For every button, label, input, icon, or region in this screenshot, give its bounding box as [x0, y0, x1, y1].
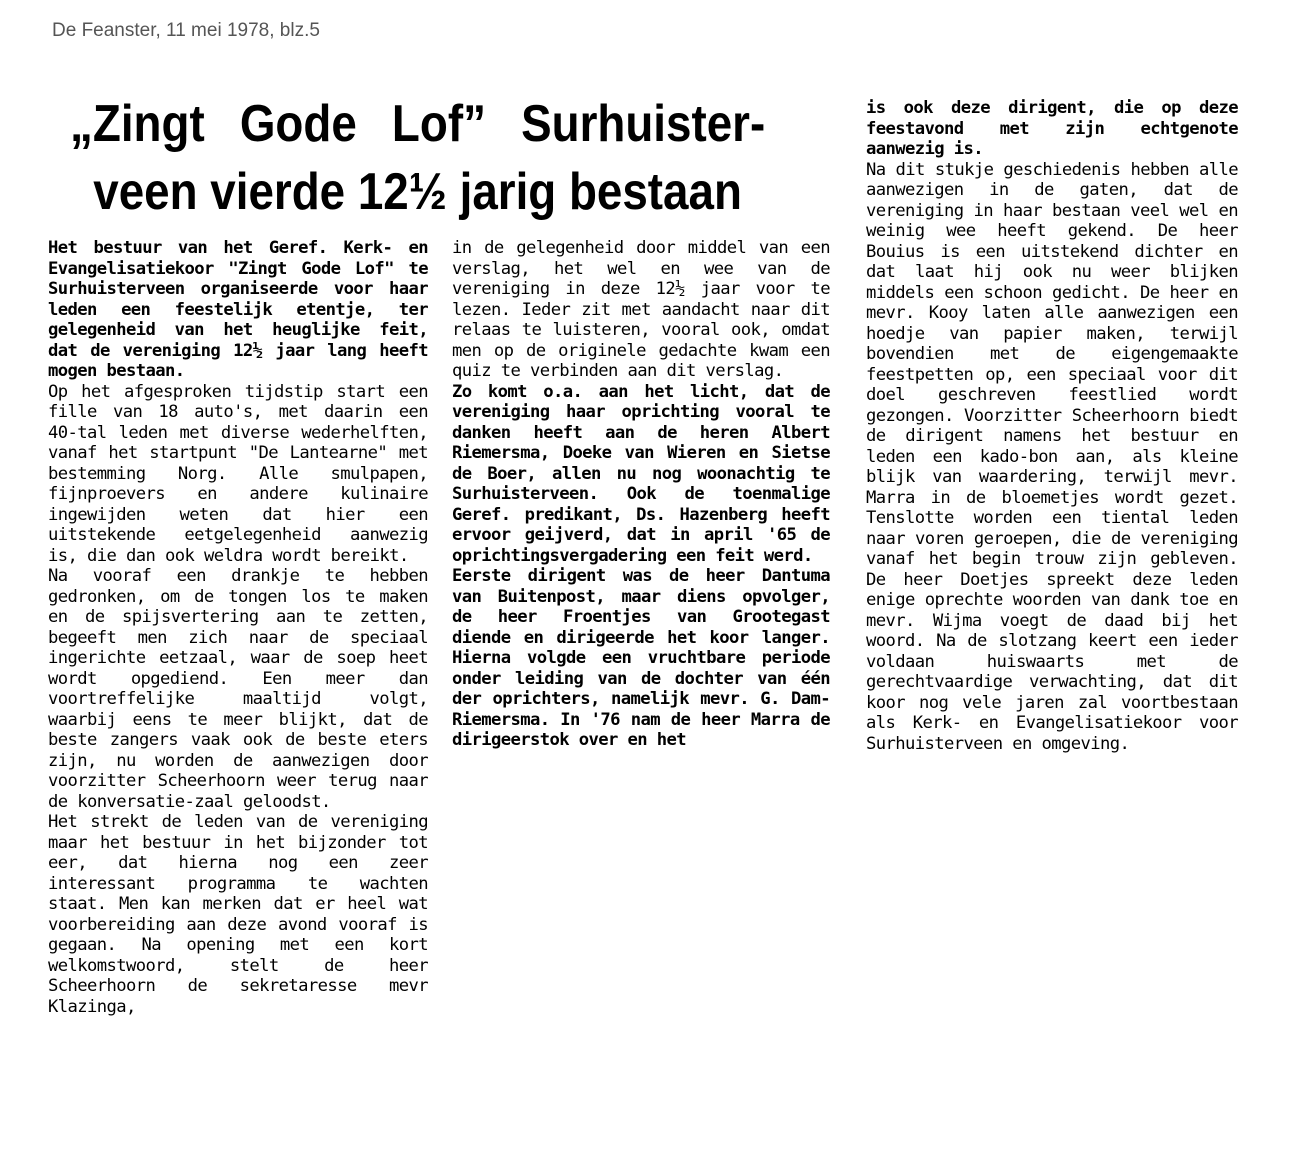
intro-paragraph: Het bestuur van het Geref. Kerk- en Evangelisatiekoor "Zingt Gode Lof" te Surhuisterveen organiseerde voor haar leden een feestelijk etentje, ter gelegenheid van het heuglijke feit, dat de vereniging 12½ jaar lang heeft mogen bestaan. [48, 238, 428, 381]
body-paragraph-bold: Zo komt o.a. aan het licht, dat de vereniging haar oprichting vooral te danken heeft aan de heren Albert Riemersma, Doeke van Wieren en Sietse de Boer, allen nu nog woonachtig te Surhuisterveen. Ook de toenmalige Geref. predikant, Ds. Hazenberg heeft ervoor geijverd, dat in april '65 de oprichtingsvergadering een feit werd. [452, 381, 830, 566]
body-paragraph: in de gelegenheid door middel van een verslag, het wel en wee van de vereniging in deze 12½ jaar voor te lezen. Ieder zit met aandacht naar dit relaas te luisteren, vooral ook, omdat men op de originele gedachte kwam een quiz te verbinden aan dit verslag. [452, 238, 830, 381]
article-headline [70, 90, 765, 226]
article-column-3 [866, 98, 1238, 754]
body-paragraph: Op het afgesproken tijdstip start een fille van 18 auto's, met daarin een 40-tal leden met diverse wederhelften, vanaf het startpunt "De Lantearne" met bestemming Norg. Alle smulpapen, fijnproevers en andere kulinaire ingewijden weten dat hier een uitstekende eetgelegenheid aanwezig is, die dan ook weldra wordt bereikt. [48, 381, 428, 566]
article-column-2 [452, 238, 830, 751]
body-paragraph-bold: Eerste dirigent was de heer Dantuma van Buitenpost, maar diens opvolger, de heer Froentjes van Grootegast diende en dirigeerde het koor langer. Hierna volgde een vruchtbare periode onder leiding van de dochter van één der oprichters, namelijk mevr. G. Dam-Riemersma. In '76 nam de heer Marra de dirigeerstok over en het [452, 566, 830, 750]
headline-line-2: veen vierde 12½ jarig bestaan [93, 163, 742, 221]
body-paragraph: Na vooraf een drankje te hebben gedronken, om de tongen los te maken en de spijsvertering aan te zetten, begeeft men zich naar de speciaal ingerichte eetzaal, waar de soep heet wordt opgediend. Een meer dan voortreffelijke maaltijd volgt, waarbij eens te meer blijkt, dat de beste zangers vaak ook de beste eters zijn, nu worden de aanwezigen door voorzitter Scheerhoorn weer terug naar de konversatie-zaal geloodst. [48, 566, 428, 812]
body-paragraph: Het strekt de leden van de vereniging maar het bestuur in het bijzonder tot eer, dat hierna nog een zeer interessant programma te wachten staat. Men kan merken dat er heel wat voorbereiding aan deze avond vooraf is gegaan. Na opening met een kort welkomstwoord, stelt de heer Scheerhoorn de sekretaresse mevr Klazinga, [48, 812, 428, 1017]
source-caption: De Feanster, 11 mei 1978, blz.5 [52, 20, 320, 41]
body-paragraph: Na dit stukje geschiedenis hebben alle aanwezigen in de gaten, dat de vereniging in haar bestaan veel wel en weinig wee heeft gekend. De heer Bouius is een uitstekend dichter en dat laat hij ook nu weer blijken middels een schoon gedicht. De heer en mevr. Kooy laten alle aanwezigen een hoedje van papier maken, terwijl bovendien met de eigengemaakte feestpetten op, een speciaal voor dit doel geschreven feestlied wordt gezongen. Voorzitter Scheerhoorn biedt de dirigent namens het bestuur en leden een kado-bon aan, als kleine blijk van waardering, terwijl mevr. Marra in de bloemetjes wordt gezet. Tenslotte worden een tiental leden naar voren geroepen, die de vereniging vanaf het begin trouw zijn gebleven. De heer Doetjes spreekt deze leden enige oprechte woorden van dank toe en mevr. Wijma voegt de daad bij het woord. Na de slotzang keert een ieder voldaan huiswaarts met de gerechtvaardige verwachting, dat dit koor nog vele jaren zal voortbestaan als Kerk- en Evangelisatiekoor voor Surhuisterveen en omgeving. [866, 159, 1238, 754]
article-column-1 [48, 238, 428, 1017]
headline-line-1: „Zingt Gode Lof” Surhuister- [70, 95, 766, 153]
body-paragraph-bold: is ook deze dirigent, die op deze feestavond met zijn echtgenote aanwezig is. [866, 98, 1238, 159]
